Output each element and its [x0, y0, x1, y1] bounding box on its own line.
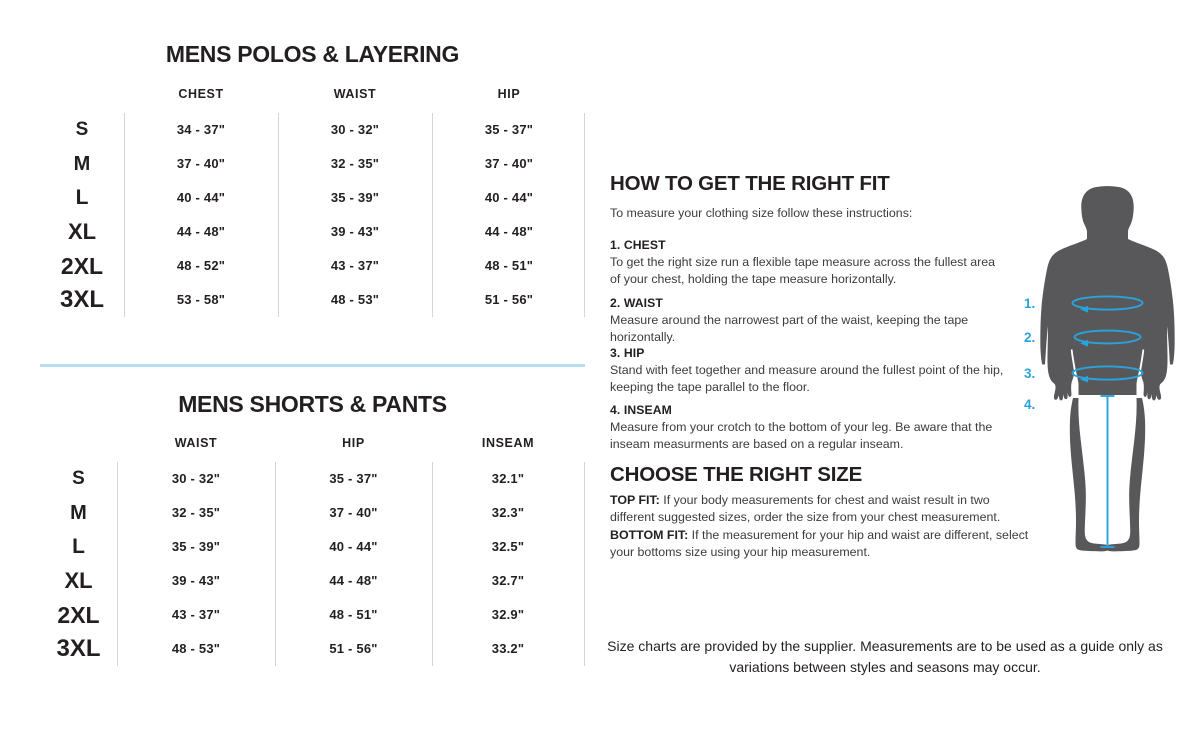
pants-table-rows [40, 462, 585, 666]
figure-marker-4: 4. [1024, 397, 1036, 412]
inseam-measure-icon [1101, 396, 1115, 547]
table-row [40, 564, 585, 598]
table-row [40, 215, 585, 249]
polos-column-headers [40, 85, 585, 113]
size-label: 3XL [56, 635, 101, 662]
cell-waist: 32 - 35" [171, 505, 221, 520]
table-row [40, 496, 585, 530]
column-header-waist: WAIST [333, 87, 377, 101]
section-divider [40, 364, 585, 367]
step-heading: 2. WAIST [610, 296, 663, 310]
size-label: 2XL [57, 602, 100, 628]
cell-hip: 51 - 56" [484, 292, 534, 307]
cell-chest: 34 - 37" [176, 122, 226, 137]
bottom-fit-paragraph [610, 527, 1030, 561]
cell-hip: 35 - 37" [329, 471, 378, 486]
column-header-waist: WAIST [174, 436, 218, 450]
cell-inseam: 32.5" [491, 539, 525, 554]
cell-chest: 48 - 52" [176, 258, 226, 273]
top-fit-body: If your body measurements for chest and waist result in two different suggested sizes, order the size from your chest measurement. [610, 493, 1001, 525]
cell-hip: 48 - 51" [329, 607, 378, 622]
cell-chest: 53 - 58" [176, 292, 226, 307]
size-label: S [72, 468, 85, 489]
figure-marker-2: 2. [1024, 330, 1036, 345]
instruction-step-chest [610, 238, 1005, 288]
cell-waist: 39 - 43" [330, 224, 380, 239]
step-heading: 3. HIP [610, 346, 645, 360]
cell-waist: 43 - 37" [330, 258, 380, 273]
cell-waist: 43 - 37" [171, 607, 221, 622]
cell-hip: 35 - 37" [484, 122, 534, 137]
cell-hip: 51 - 56" [329, 641, 378, 656]
cell-inseam: 32.3" [491, 505, 525, 520]
cell-inseam: 32.9" [491, 607, 525, 622]
cell-waist: 39 - 43" [171, 573, 221, 588]
pants-table-title: MENS SHORTS & PANTS [178, 391, 447, 417]
size-label: 3XL [59, 286, 104, 313]
cell-hip: 37 - 40" [329, 505, 378, 520]
cell-inseam: 32.7" [491, 573, 525, 588]
bottom-fit-body: If the measurement for your hip and waist are different, select your bottoms size using your hip measurement. [610, 528, 1029, 560]
cell-waist: 48 - 53" [171, 641, 221, 656]
supplier-disclaimer: Size charts are provided by the supplier. Measurements are to be used as a guide only as variations between styles and seasons may occur. [607, 638, 1163, 675]
polos-table-rows [40, 113, 585, 317]
cell-hip: 40 - 44" [484, 190, 534, 205]
step-body: To get the right size run a flexible tape measure across the fullest area of your chest, holding the tape measure horizontally. [610, 255, 996, 287]
cell-waist: 32 - 35" [330, 156, 380, 171]
body-measurement-figure [1020, 185, 1195, 560]
size-label: S [75, 119, 89, 140]
instruction-step-inseam [610, 403, 1005, 453]
column-header-chest: CHEST [178, 87, 224, 101]
table-row [40, 181, 585, 215]
column-header-hip: HIP [497, 87, 521, 101]
table-row [40, 632, 585, 666]
table-row [40, 598, 585, 632]
pants-size-table [40, 434, 585, 666]
cell-hip: 44 - 48" [484, 224, 534, 239]
cell-hip: 44 - 48" [329, 573, 378, 588]
top-fit-paragraph [610, 492, 1030, 526]
table-row [40, 147, 585, 181]
cell-waist: 48 - 53" [330, 292, 380, 307]
table-row [40, 283, 585, 317]
cell-hip: 40 - 44" [329, 539, 378, 554]
instruction-step-waist [610, 296, 1005, 346]
cell-waist: 35 - 39" [330, 190, 380, 205]
step-body: Stand with feet together and measure around the fullest point of the hip, keeping the tape parallel to the floor. [610, 363, 1004, 395]
polos-table-title: MENS POLOS & LAYERING [165, 41, 460, 67]
instruction-step-hip [610, 346, 1005, 396]
step-body: Measure around the narrowest part of the waist, keeping the tape horizontally. [610, 313, 969, 345]
cell-waist: 30 - 32" [330, 122, 380, 137]
cell-waist: 35 - 39" [171, 539, 221, 554]
pants-column-headers [40, 434, 585, 462]
step-body: Measure from your crotch to the bottom of your leg. Be aware that the inseam measurments are based on a regular inseam. [610, 420, 993, 452]
table-row [40, 249, 585, 283]
cell-hip: 37 - 40" [484, 156, 534, 171]
size-label: XL [67, 219, 97, 244]
cell-chest: 44 - 48" [176, 224, 226, 239]
cell-inseam: 32.1" [491, 471, 525, 486]
table-row [40, 530, 585, 564]
cell-chest: 37 - 40" [176, 156, 226, 171]
figure-marker-3: 3. [1024, 366, 1036, 381]
size-label: 2XL [60, 253, 104, 279]
fit-section-title: HOW TO GET THE RIGHT FIT [610, 172, 890, 195]
step-heading: 1. CHEST [610, 238, 666, 252]
table-row [40, 113, 585, 147]
figure-marker-1: 1. [1024, 296, 1036, 311]
cell-chest: 40 - 44" [176, 190, 226, 205]
bottom-fit-label: BOTTOM FIT: [610, 528, 689, 542]
size-label: L [75, 186, 89, 209]
top-fit-label: TOP FIT: [610, 493, 660, 507]
cell-hip: 48 - 51" [484, 258, 534, 273]
step-heading: 4. INSEAM [610, 403, 672, 417]
size-label: XL [64, 568, 93, 593]
size-label: L [72, 535, 85, 558]
choose-size-title: CHOOSE THE RIGHT SIZE [610, 463, 863, 486]
size-label: M [70, 502, 87, 524]
size-label: M [73, 153, 91, 175]
table-row [40, 462, 585, 496]
cell-waist: 30 - 32" [171, 471, 221, 486]
column-header-hip: HIP [342, 436, 365, 450]
fit-lead-text: To measure your clothing size follow these instructions: [610, 206, 913, 220]
cell-inseam: 33.2" [491, 641, 525, 656]
polos-size-table [40, 85, 585, 317]
column-header-inseam: INSEAM [481, 436, 535, 450]
